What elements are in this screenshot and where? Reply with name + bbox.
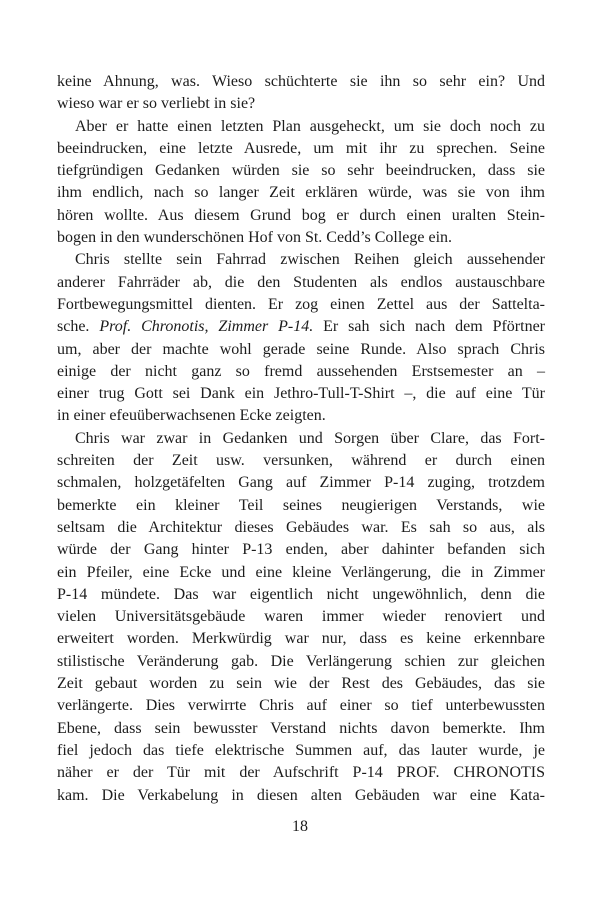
text-segment: hören wollte. Aus diesem Grund bog er durch einen uralten Stein- xyxy=(57,206,545,224)
text-line xyxy=(57,405,545,427)
text-segment: bemerkte ein kleiner Teil seines neugierigen Verstands, wie xyxy=(57,496,545,514)
text-line xyxy=(57,249,545,271)
text-line xyxy=(57,628,545,650)
text-segment: ein Pfeiler, eine Ecke und eine kleine Verlängerung, die in Zimmer xyxy=(57,563,545,581)
text-line xyxy=(57,428,545,450)
text-segment: einige der nicht ganz so fremd aussehenden Erstsemester an – xyxy=(57,362,545,380)
text-segment: P-14 mündete. Das war eigentlich nicht ungewöhnlich, denn die xyxy=(57,585,545,603)
text-line xyxy=(57,93,545,115)
text-segment: in einer efeuüberwachsenen Ecke zeigten. xyxy=(57,407,326,425)
text-segment: Aber er hatte einen letzten Plan ausgeheckt, um sie doch noch zu xyxy=(75,117,545,135)
text-segment: ihm endlich, nach so langer Zeit erklären würde, was sie von ihm xyxy=(57,184,545,202)
text-line xyxy=(57,495,545,517)
text-segment: sche. xyxy=(57,318,100,336)
text-segment: anderer Fahrräder ab, die den Studenten als endlos austauschbare xyxy=(57,273,545,291)
text-line xyxy=(57,339,545,361)
text-line xyxy=(57,450,545,472)
text-segment: Chris war zwar in Gedanken und Sorgen über Clare, das Fort- xyxy=(75,429,545,447)
text-segment: erweitert worden. Merkwürdig war nur, dass es keine erkennbare xyxy=(57,630,545,648)
text-line xyxy=(57,606,545,628)
text-segment: keine Ahnung, was. Wieso schüchterte sie ihn so sehr ein? Und xyxy=(57,73,545,90)
page-text xyxy=(57,71,545,807)
text-line xyxy=(57,562,545,584)
text-line xyxy=(57,383,545,405)
text-line xyxy=(57,673,545,695)
text-line xyxy=(57,205,545,227)
text-line xyxy=(57,182,545,204)
text-segment: verlängerte. Dies verwirrte Chris auf einer so tief unterbewussten xyxy=(57,697,545,715)
page-number: 18 xyxy=(292,818,308,835)
text-line xyxy=(57,272,545,294)
text-segment: Ebene, dass sein bewusster Verstand nichts davon bemerkte. Ihm xyxy=(57,719,545,737)
text-segment: stilistische Veränderung gab. Die Verlängerung schien zur gleichen xyxy=(57,652,545,670)
text-segment: Fortbewegungsmittel dienten. Er zog einen Zettel aus der Sattelta- xyxy=(57,295,545,313)
text-line xyxy=(57,294,545,316)
text-segment: um, aber der machte wohl gerade seine Runde. Also sprach Chris xyxy=(57,340,545,358)
text-segment: seltsam die Architektur dieses Gebäudes war. Es sah so aus, als xyxy=(57,518,545,536)
text-segment: Er sah sich nach dem Pförtner xyxy=(313,318,546,336)
text-segment: würde der Gang hinter P-13 enden, aber dahinter befanden sich xyxy=(57,541,545,559)
text-line xyxy=(57,116,545,138)
text-line xyxy=(57,718,545,740)
text-segment: näher er der Tür mit der Aufschrift P-14 PROF. CHRONOTIS xyxy=(57,764,545,782)
text-line xyxy=(57,160,545,182)
text-line xyxy=(57,227,545,249)
text-segment: beeindrucken, eine letzte Ausrede, um mit ihr zu sprechen. Seine xyxy=(57,139,545,157)
text-segment: kam. Die Verkabelung in diesen alten Gebäuden war eine Kata- xyxy=(57,786,545,804)
text-segment: fiel jedoch das tiefe elektrische Summen auf, das lauter wurde, je xyxy=(57,741,545,759)
text-segment: tiefgründigen Gedanken würden sie so sehr beeindrucken, dass sie xyxy=(57,162,545,180)
text-line xyxy=(57,71,545,93)
text-segment: Zeit gebaut worden zu sein wie der Rest des Gebäudes, das sie xyxy=(57,675,545,693)
text-segment: schreiten der Zeit usw. versunken, während er durch einen xyxy=(57,452,545,470)
text-line xyxy=(57,740,545,762)
text-segment: bogen in den wunderschönen Hof von St. Cedd’s College ein. xyxy=(57,229,453,247)
text-line xyxy=(57,651,545,673)
text-segment: wieso war er so verliebt in sie? xyxy=(57,95,256,113)
text-line xyxy=(57,472,545,494)
text-line xyxy=(57,539,545,561)
text-line xyxy=(57,785,545,807)
text-line xyxy=(57,361,545,383)
italic-text: Prof. Chronotis, Zimmer P-14. xyxy=(99,318,314,336)
text-segment: vielen Universitätsgebäude waren immer wieder renoviert und xyxy=(57,608,545,626)
text-line xyxy=(57,762,545,784)
text-line xyxy=(57,584,545,606)
text-segment: einer trug Gott sei Dank ein Jethro-Tull-T-Shirt –, die auf eine Tür xyxy=(57,385,545,403)
text-line xyxy=(57,316,545,338)
text-segment: schmalen, holzgetäfelten Gang auf Zimmer P-14 zuging, trotzdem xyxy=(57,474,545,492)
text-line xyxy=(57,517,545,539)
text-line xyxy=(57,138,545,160)
text-line xyxy=(57,695,545,717)
text-segment: Chris stellte sein Fahrrad zwischen Reihen gleich aussehender xyxy=(75,251,545,269)
